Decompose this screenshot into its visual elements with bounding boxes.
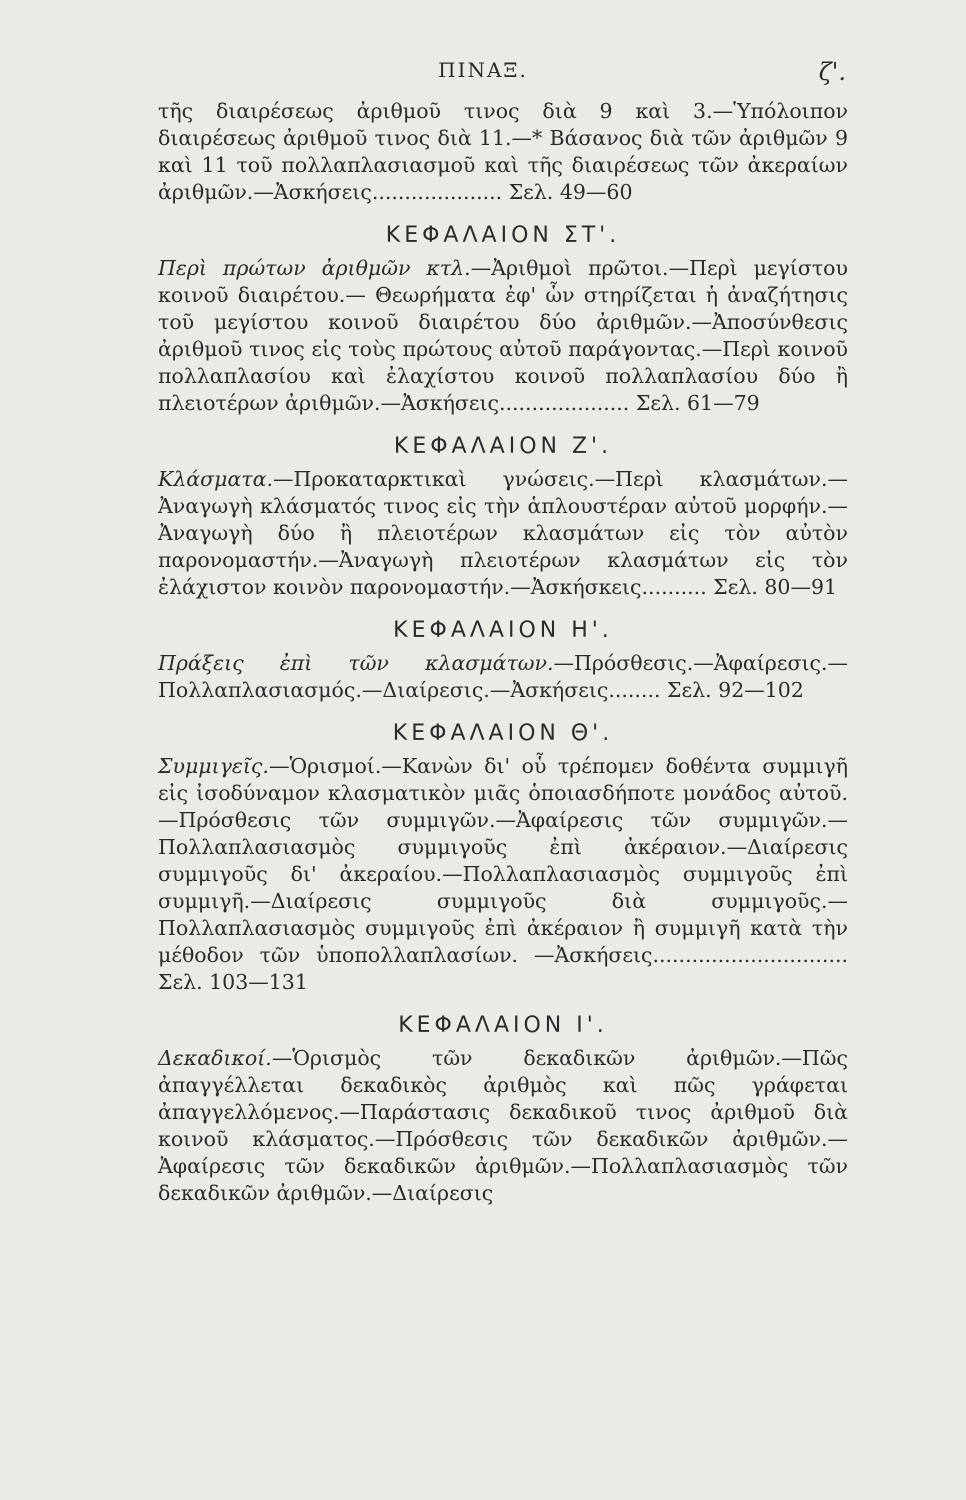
entry-text: —Πρόσθεσις.—Ἀφαίρεσις.— Πολλαπλασιασμός.—Διαίρεσις.—Ἀσκήσεις........ [158,651,848,702]
entry-text: —Προκαταρκτικαὶ γνώσεις.—Περὶ κλασμάτων.—Ἀναγωγὴ κλάσματός τινος εἰς τὴν ἁπλουστέραν αὐτοῦ μορφήν.— Ἀναγωγὴ δύο ἢ πλειοτέρων κλασμάτων εἰς τὸν αὐτὸν παρονομαστήν.—Ἀναγωγὴ πλειοτέρων κλασμάτων εἰς τὸν ἐλάχιστον κοινὸν παρονομαστήν.—Ἀσκήσκεις.......... [158,467,848,599]
chapter-topic: Πράξεις ἐπὶ τῶν κλασμάτων. [158,651,554,675]
chapter-heading: ΚΕΦΑΛΑΙΟΝ Η'. [393,618,613,643]
page-title: ΠΙΝΑΞ. [438,58,528,82]
running-head [0,58,966,88]
page-reference: Σελ. 80—91 [713,575,838,599]
toc-entry [158,255,848,417]
toc-entry [158,98,848,206]
toc-entry [158,466,848,601]
entry-text: τῆς διαιρέσεως ἀριθμοῦ τινος διὰ 9 καὶ 3.—Ὑπόλοιπον διαιρέσεως ἀριθμοῦ τινος διὰ 11.—* Βάσανος διὰ τῶν ἀριθμῶν 9 καὶ 11 τοῦ πολλαπλασιασμοῦ καὶ τῆς διαιρέσεως τῶν ἀκεραίων ἀριθμῶν.—Ἀσκήσεις.................... [158,99,848,204]
page-reference: Σελ. 61—79 [635,391,760,415]
table-of-contents [158,98,848,1207]
page-reference: Σελ. 92—102 [667,678,804,702]
chapter-topic: Κλάσματα. [158,467,274,491]
page-number: ζ'. [818,58,846,86]
toc-entry [158,650,848,704]
entry-text: —Ὁρισμοί.—Κανὼν δι' οὗ τρέπομεν δοθέντα συμμιγῆ εἰς ἰσοδύναμον κλασματικὸν μιᾶς ὁποιασδήποτε μονάδος αὐτοῦ. —Πρόσθεσις τῶν συμμιγῶν.—Ἀφαίρεσις τῶν συμμιγῶν.—Πολλαπλασιασμὸς συμμιγοῦς ἐπὶ ἀκέραιον.—Διαίρεσις συμμιγοῦς δι' ἀκεραίου.—Πολλαπλασιασμὸς συμμιγοῦς ἐπὶ συμμιγῆ.—Διαίρεσις συμμιγοῦς διὰ συμμιγοῦς.—Πολλαπλασιασμὸς συμμιγοῦς ἐπὶ ἀκέραιον ἢ συμμιγῆ κατὰ τὴν μέθοδον τῶν ὑποπολλαπλασίων. —Ἀσκήσεις.............................. [158,754,848,967]
page-reference: Σελ. 49—60 [508,180,633,204]
chapter-heading: ΚΕΦΑΛΑΙΟΝ Ζ'. [393,434,613,459]
chapter-topic: Δεκαδικοί. [158,1046,272,1070]
entry-text: —Ὁρισμὸς τῶν δεκαδικῶν ἀριθμῶν.—Πῶς ἀπαγγέλλεται δεκαδικὸς ἀριθμὸς καὶ πῶς γράφεται ἀπαγγελλόμενος.—Παράστασις δεκαδικοῦ τινος ἀριθμοῦ διὰ κοινοῦ κλάσματος.—Πρόσθεσις τῶν δεκαδικῶν ἀριθμῶν.—Ἀφαίρεσις τῶν δεκαδικῶν ἀριθμῶν.—Πολλαπλασιασμὸς τῶν δεκαδικῶν ἀριθμῶν.—Διαίρεσις [158,1046,848,1205]
chapter-topic: Συμμιγεῖς. [158,754,269,778]
toc-entry [158,753,848,996]
page-reference: Σελ. 103—131 [158,970,308,994]
chapter-topic: Περὶ πρώτων ἀριθμῶν κτλ. [158,256,471,280]
chapter-heading: ΚΕΦΑΛΑΙΟΝ Ι'. [398,1013,608,1038]
chapter-heading: ΚΕΦΑΛΑΙΟΝ Θ'. [392,721,614,746]
chapter-heading: ΚΕΦΑΛΑΙΟΝ ΣΤ'. [385,223,621,248]
entry-text: —Ἀριθμοὶ πρῶτοι.—Περὶ μεγίστου κοινοῦ διαιρέτου.— Θεωρήματα ἐφ' ὧν στηρίζεται ἡ ἀναζήτησις τοῦ μεγίστου κοινοῦ διαιρέτου δύο ἀριθμῶν.—Ἀποσύνθεσις ἀριθμοῦ τινος εἰς τοὺς πρώτους αὐτοῦ παράγοντας.—Περὶ κοινοῦ πολλαπλασίου καὶ ἐλαχίστου κοινοῦ πολλαπλασίου δύο ἢ πλειοτέρων ἀριθμῶν.—Ἀσκήσεις.................... [158,256,848,415]
toc-entry [158,1045,848,1207]
